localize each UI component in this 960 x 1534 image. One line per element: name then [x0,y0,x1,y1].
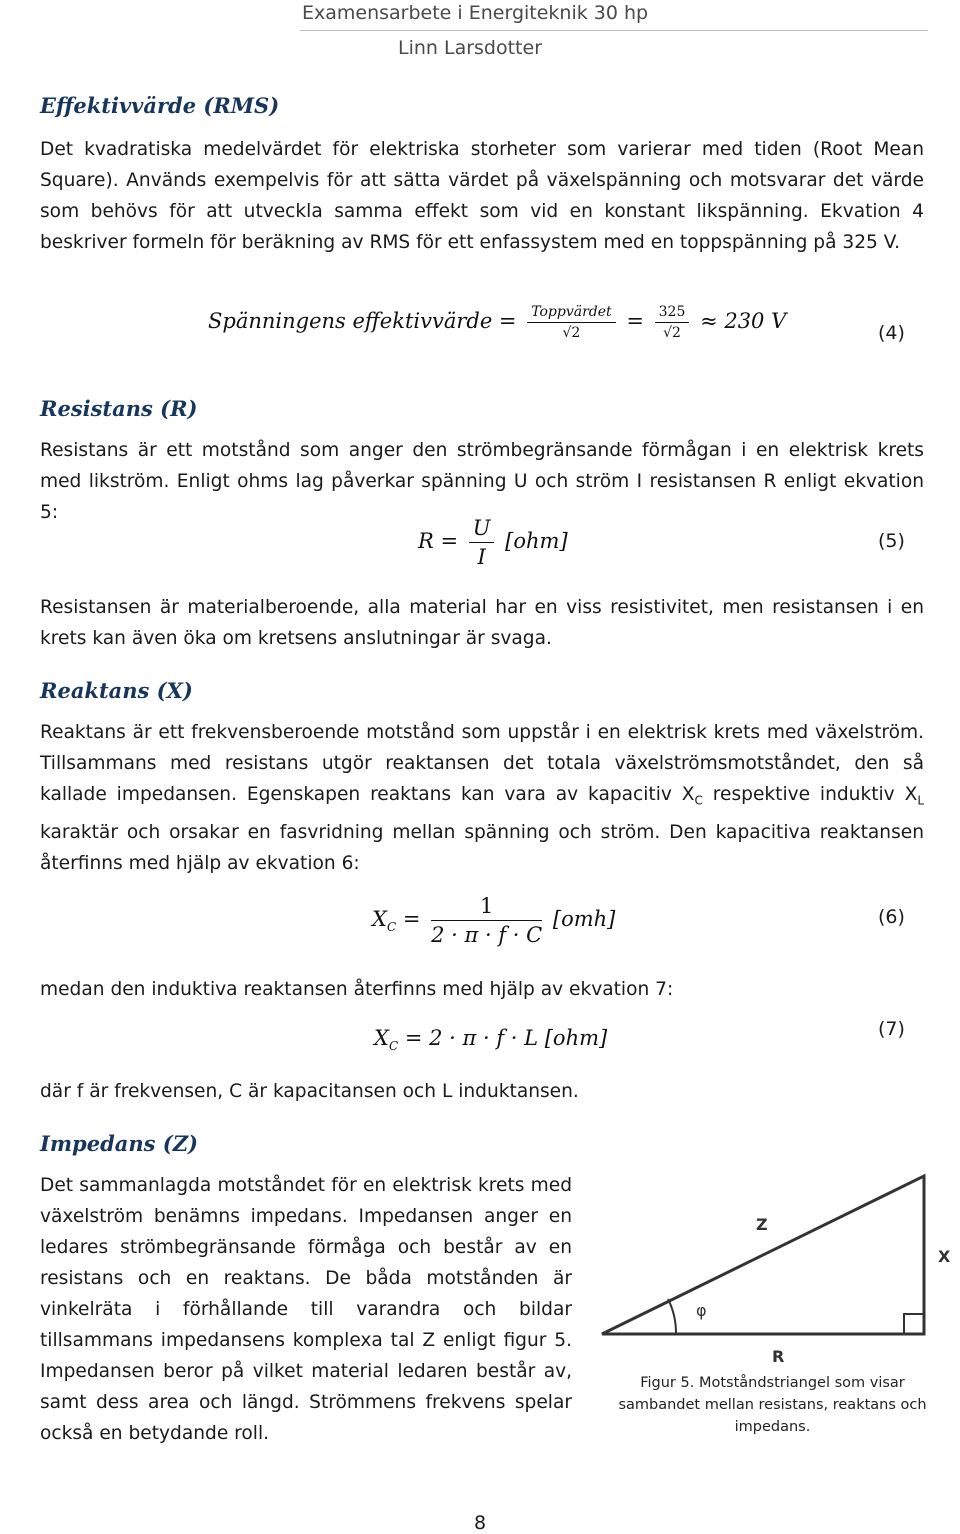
equation-6 [372,894,615,947]
equation-4 [208,304,786,341]
eq6-num: 1 [431,894,542,921]
eq7-lhs-sub: C [388,1039,399,1054]
label-r: R [772,1347,785,1366]
paragraph-rms: Det kvadratiska medelvärdet för elektriska storheter som varierar med tiden (Root Mean Square). Används exempelvis för att sätta värdet på växelspänning och motsvarar det värde som behövs för att utveckla samma effekt som vid en konstant likspänning. Ekvation 4 beskriver formeln för beräkning av RMS för ett enfassystem med en toppspänning på 325 V. [40,139,924,253]
eq5-fraction [469,516,495,569]
eq7-lhs-var: X [374,1026,389,1050]
reaktans-sub-l: L [917,793,924,808]
eq4-fraction-1 [527,304,615,341]
reaktans-text-a: Reaktans är ett frekvensberoende motstånd som uppstår i en elektrisk krets med växelström. Tillsammans med resistans utgör reaktansen det totala växelströmsmotståndet, den så kallade impedansen. Egenskapen reaktans kan vara av kapacitiv X [40,722,924,805]
eq5-lhs: R = [418,529,459,553]
right-angle-marker [904,1314,924,1334]
equation-6-number: (6) [878,906,905,928]
label-z: Z [756,1215,768,1234]
heading-impedans: Impedans (Z) [40,1131,198,1156]
angle-arc [668,1299,676,1334]
reaktans-sub-c: C [694,793,703,808]
header-title: Examensarbete i Energiteknik 30 hp [302,2,649,24]
heading-rms: Effektivvärde (RMS) [40,93,280,118]
eq4-approx: ≈ 230 V [700,309,787,333]
eq5-unit: [ohm] [505,529,568,553]
header-rule [300,30,928,31]
equation-4-number: (4) [878,322,905,344]
eq4-equals: = [626,309,644,333]
eq5-den: I [477,545,486,569]
paragraph-reaktans-between: medan den induktiva reaktansen återfinns med hjälp av ekvation 7: [40,979,674,1000]
heading-resistans: Resistans (R) [40,396,198,421]
eq7-rhs: = 2 · π · f · L [ohm] [404,1026,608,1050]
eq6-equals: = [402,907,421,931]
eq5-num: U [469,516,495,543]
eq6-lhs-var: X [372,907,387,931]
figure-caption: Figur 5. Motståndstriangel som visar sambandet mellan resistans, reaktans och impedans. [618,1375,927,1435]
eq4-fraction-2 [655,304,690,341]
reaktans-text-b: respektive induktiv X [702,784,918,805]
eq4-frac2-den: √2 [663,325,681,341]
label-phi: φ [696,1301,707,1320]
eq6-den: 2 · π · f · C [431,923,543,947]
eq4-frac1-num: Toppvärdet [527,304,615,323]
eq4-frac2-num: 325 [655,304,690,323]
paragraph-resistans-1: Resistans är ett motstånd som anger den strömbegränsande förmågan i en elektrisk krets med likström. Enligt ohms lag påverkar spänning U och ström I resistansen R enligt ekvation 5: [40,440,924,523]
page-number: 8 [473,1512,487,1534]
equation-7-number: (7) [878,1018,905,1040]
heading-reaktans: Reaktans (X) [40,678,193,703]
equation-5-number: (5) [878,530,905,552]
impedance-triangle-figure [596,1168,960,1368]
reaktans-text-c: karaktär och orsakar en fasvridning mellan spänning och ström. Den kapacitiva reaktansen återfinns med hjälp av ekvation 6: [40,821,924,874]
paragraph-resistans-2: Resistansen är materialberoende, alla material har en viss resistivitet, men resistansen i en krets kan även öka om kretsens anslutningar är svaga. [40,597,924,649]
eq6-fraction [431,894,542,947]
eq6-lhs-sub: C [386,920,397,935]
eq4-lhs: Spänningens effektivvärde = [208,309,517,333]
label-x: X [938,1247,951,1266]
paragraph-reaktans-after: där f är frekvensen, C är kapacitansen och L induktansen. [40,1081,579,1102]
header-author: Linn Larsdotter [398,37,543,59]
triangle-shape [602,1176,924,1334]
equation-5 [418,516,568,569]
paragraph-impedans: Det sammanlagda motståndet för en elektrisk krets med växelström benämns impedans. Impedansen anger en ledares strömbegränsande förmåga och består av en resistans och en reaktans. De båda motstånden är vinkelräta i förhållande till varandra och bildar tillsammans impedansens komplexa tal Z enligt figur 5. Impedansen beror på vilket material ledaren består av, samt dess area och längd. Strömmens frekvens spelar också en betydande roll. [40,1175,572,1444]
eq4-frac1-den: √2 [562,325,581,341]
paragraph-reaktans [40,717,924,879]
equation-7 [374,1026,607,1053]
eq6-unit: [omh] [552,907,616,931]
